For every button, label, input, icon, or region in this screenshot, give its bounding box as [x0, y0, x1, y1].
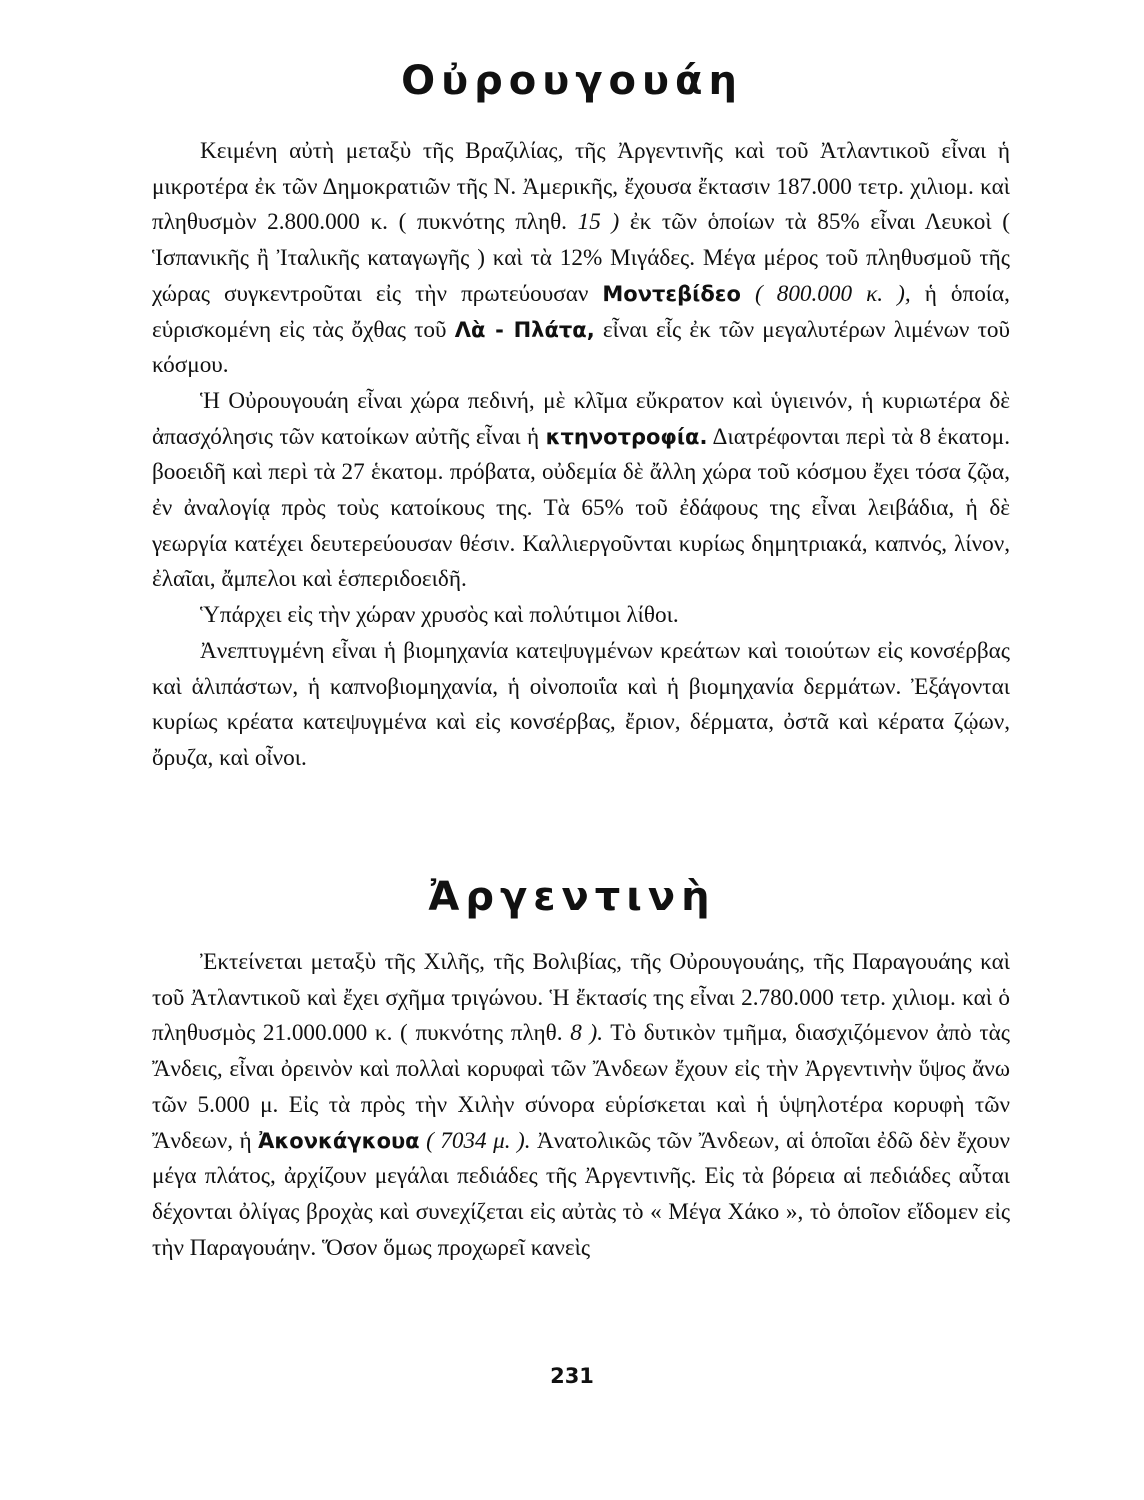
text-run: Ἀνεπτυγμένη εἶναι ἡ βιομηχανία κατεψυγμένων κρεάτων καὶ τοιούτων εἰς κονσέρβας καὶ ἁλιπάστων, ἡ καπνοβιομηχανία, ἡ οἰνοποιΐα καὶ ἡ βιομηχανία δερμάτων. Ἐξάγονται κυρίως κρέατα κατεψυγμένα καὶ εἰς κονσέρβας, ἔριον, δέρματα, ὀστᾶ καὶ κέρατα ζῴων, ὄρυζα, καὶ οἶνοι. [152, 637, 1010, 771]
italic-run: ( 7034 μ. ). [419, 1127, 531, 1154]
italic-run: 8 ). [570, 1020, 604, 1047]
text-run: Διατρέφονται περὶ τὰ 8 ἑκατομ. βοοειδῆ καὶ περὶ τὰ 27 ἑκατομ. πρόβατα, οὐδεμία δὲ ἄλλη χώρα τοῦ κόσμου ἔχει τόσα ζῷα, ἐν ἀναλογίᾳ πρὸς τοὺς κατοίκους της. Τὰ 65% τοῦ ἐδάφους της εἶναι λειβάδια, ἡ δὲ γεωργία κατέχει δευτερεύουσαν θέσιν. Καλλιεργοῦνται κυρίως δημητριακά, καπνός, λίνον, ἐλαῖαι, ἄμπελοι καὶ ἑσπεριδοειδῆ. [152, 423, 1010, 593]
section-body-argentina [152, 945, 1010, 1266]
text-run: Τὸ δυτικὸν τμῆμα, διασχιζόμενον ἀπὸ τὰς Ἄνδεις, εἶναι ὀρεινὸν καὶ πολλαὶ κορυφαὶ τῶν Ἄνδεων ἔχουν εἰς τὴν Ἀργεντινὴν ὕψος ἄνω τῶν 5.000 μ. Εἰς τὰ πρὸς τὴν Χιλὴν σύνορα εὑρίσκεται καὶ ἡ ὑψηλοτέρα κορυφὴ τῶν Ἄνδεων, ἡ [152, 1020, 1010, 1154]
italic-run: 15 ) [577, 209, 620, 236]
paragraph-uruguay-minerals [152, 598, 1010, 634]
section-title-uruguay: Οὐρουγουάη [401, 58, 743, 104]
section-title-argentina: Ἀργεντινὴ [428, 874, 716, 920]
italic-run: ( 800.000 κ. ), [740, 280, 911, 307]
text-run: Κειμένη αὐτὴ μεταξὺ τῆς Βραζιλίας, τῆς Ἀργεντινῆς καὶ τοῦ Ἀτλαντικοῦ εἶναι ἡ μικροτέρα ἐκ τῶν Δημοκρατιῶν τῆς Ν. Ἀμερικῆς, ἔχουσα ἔκτασιν 187.000 τετρ. χιλιομ. καὶ πληθυσμὸν 2.800.000 κ. ( πυκνότης πληθ. [152, 138, 1010, 236]
page-number: 231 [550, 1364, 594, 1388]
paragraph-argentina-overview [152, 945, 1010, 1266]
paragraph-uruguay-economy [152, 384, 1010, 598]
text-run: ἡ ὁποία, εὑρισκομένη εἰς τὰς ὄχθας τοῦ [152, 280, 1010, 343]
text-run: Ὑπάρχει εἰς τὴν χώραν χρυσὸς καὶ πολύτιμοι λίθοι. [200, 602, 679, 629]
text-run: Ἡ Οὐρουγουάη εἶναι χώρα πεδινή, μὲ κλῖμα εὔκρατον καὶ ὑγιεινόν, ἡ κυριωτέρα δὲ ἀπασχόλησις τῶν κατοίκων αὐτῆς εἶναι ἡ [152, 387, 1010, 450]
section-body-uruguay [152, 134, 1010, 777]
paragraph-uruguay-overview [152, 134, 1010, 384]
bold-term-aconcagua: Ἀκονκάγκουα [258, 1128, 420, 1153]
bold-term-montevideo: Μοντεβίδεο [602, 281, 741, 306]
paragraph-uruguay-industry [152, 634, 1010, 777]
text-run: Ἀνατολικῶς τῶν Ἄνδεων, αἱ ὁποῖαι ἐδῶ δὲν ἔχουν μέγα πλάτος, ἀρχίζουν μεγάλαι πεδιάδες τῆς Ἀργεντινῆς. Εἰς τὰ βόρεια αἱ πεδιάδες αὗται δέχονται ὀλίγας βροχὰς καὶ συνεχίζεται εἰς αὐτὰς τὸ « Μέγα Χάκο », τὸ ὁποῖον εἴδομεν εἰς τὴν Παραγουάην. Ὅσον ὅμως προχωρεῖ κανεὶς [152, 1127, 1010, 1261]
text-run: ἐκ τῶν ὁποίων τὰ 85% εἶναι Λευκοὶ ( Ἱσπανικῆς ἢ Ἰταλικῆς καταγωγῆς ) καὶ τὰ 12% Μιγάδες. Μέγα μέρος τοῦ πληθυσμοῦ τῆς χώρας συγκεντροῦται εἰς τὴν πρωτεύουσαν [152, 209, 1010, 307]
text-run: Ἐκτείνεται μεταξὺ τῆς Χιλῆς, τῆς Βολιβίας, τῆς Οὐρουγουάης, τῆς Παραγουάης καὶ τοῦ Ἀτλαντικοῦ καὶ ἔχει σχῆμα τριγώνου. Ἡ ἔκτασίς της εἶναι 2.780.000 τετρ. χιλιομ. καὶ ὁ πληθυσμὸς 21.000.000 κ. ( πυκνότης πληθ. [152, 949, 1010, 1047]
text-run: εἶναι εἷς ἐκ τῶν μεγαλυτέρων λιμένων τοῦ κόσμου. [152, 316, 1010, 379]
bold-term-la-plata: Λὰ - Πλάτα, [454, 317, 595, 342]
bold-term-livestock: κτηνοτροφία. [545, 424, 708, 449]
